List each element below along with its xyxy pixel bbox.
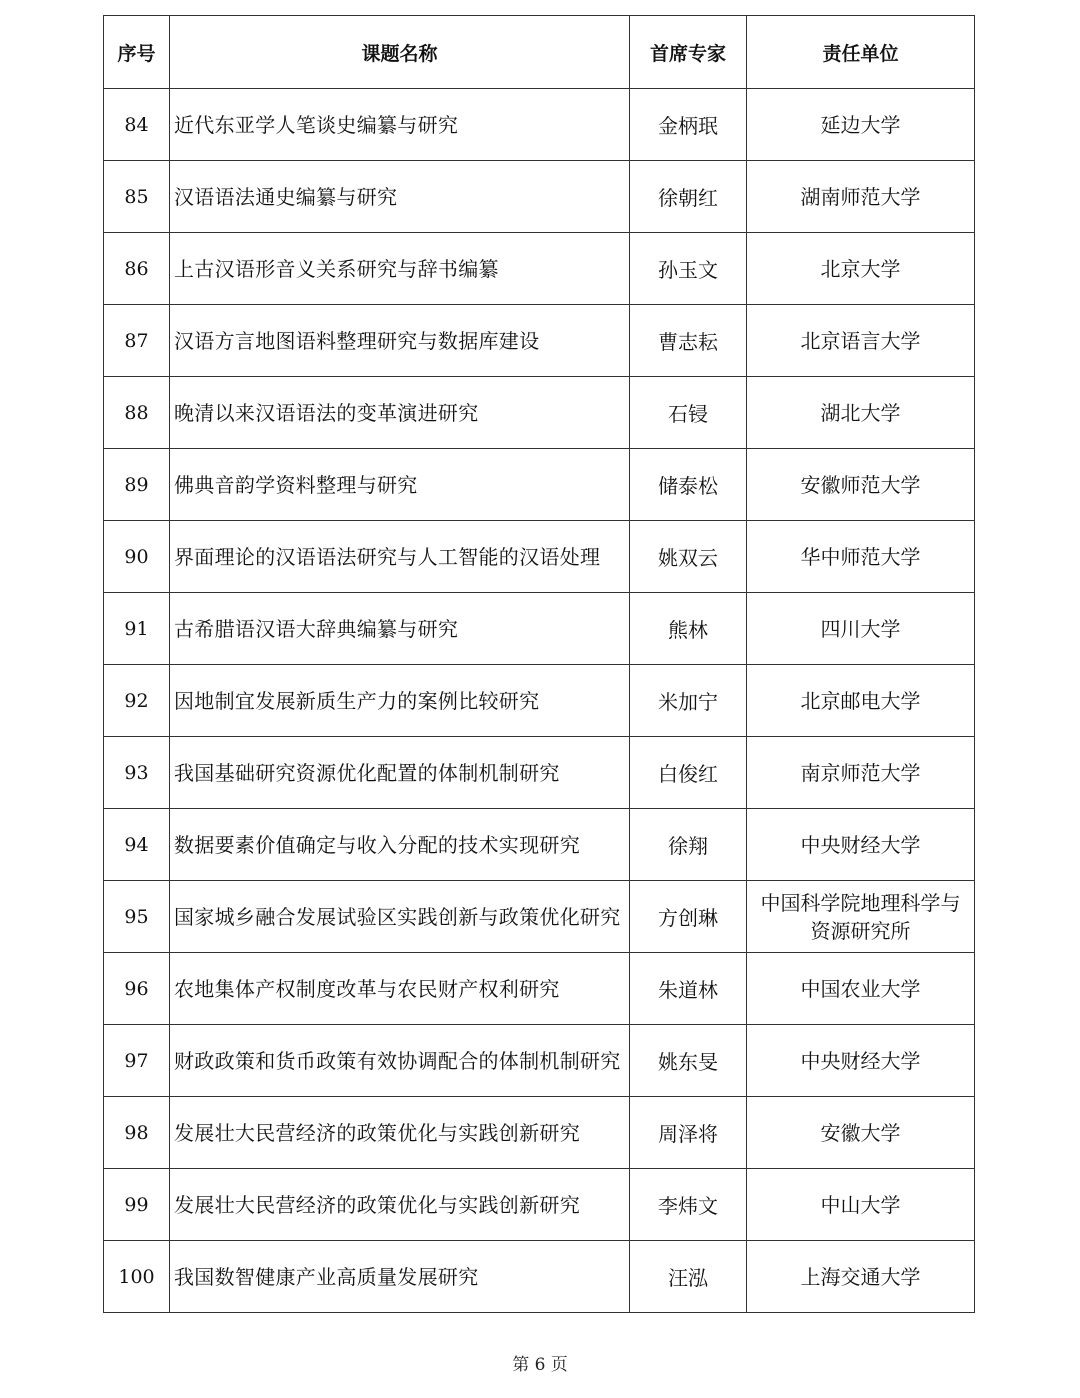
row-no: 95 — [104, 881, 170, 953]
row-unit: 安徽大学 — [747, 1097, 975, 1169]
row-title: 汉语方言地图语料整理研究与数据库建设 — [170, 305, 630, 377]
table-row — [104, 233, 975, 305]
row-title: 晚清以来汉语语法的变革演进研究 — [170, 377, 630, 449]
row-no: 92 — [104, 665, 170, 737]
row-no: 97 — [104, 1025, 170, 1097]
row-no: 91 — [104, 593, 170, 665]
row-title: 财政政策和货币政策有效协调配合的体制机制研究 — [170, 1025, 630, 1097]
row-title: 上古汉语形音义关系研究与辞书编纂 — [170, 233, 630, 305]
row-expert: 白俊红 — [630, 737, 747, 809]
header-expert: 首席专家 — [630, 16, 747, 89]
row-expert: 孙玉文 — [630, 233, 747, 305]
row-expert: 姚双云 — [630, 521, 747, 593]
row-no: 87 — [104, 305, 170, 377]
row-unit: 中国科学院地理科学与资源研究所 — [747, 881, 975, 953]
row-expert: 储泰松 — [630, 449, 747, 521]
row-title: 古希腊语汉语大辞典编纂与研究 — [170, 593, 630, 665]
row-expert: 金柄珉 — [630, 89, 747, 161]
row-no: 93 — [104, 737, 170, 809]
row-title: 佛典音韵学资料整理与研究 — [170, 449, 630, 521]
table-row — [104, 1025, 975, 1097]
row-unit: 北京邮电大学 — [747, 665, 975, 737]
row-expert: 朱道林 — [630, 953, 747, 1025]
project-table — [103, 15, 975, 1313]
row-unit: 中央财经大学 — [747, 809, 975, 881]
row-unit: 北京大学 — [747, 233, 975, 305]
row-unit: 湖北大学 — [747, 377, 975, 449]
row-expert: 熊林 — [630, 593, 747, 665]
row-title: 汉语语法通史编纂与研究 — [170, 161, 630, 233]
row-expert: 石锓 — [630, 377, 747, 449]
row-unit: 北京语言大学 — [747, 305, 975, 377]
row-title: 近代东亚学人笔谈史编纂与研究 — [170, 89, 630, 161]
row-no: 100 — [104, 1241, 170, 1313]
table-row — [104, 809, 975, 881]
row-expert: 徐朝红 — [630, 161, 747, 233]
table-row — [104, 449, 975, 521]
table-row — [104, 881, 975, 953]
table-row — [104, 521, 975, 593]
header-unit: 责任单位 — [747, 16, 975, 89]
row-title: 我国基础研究资源优化配置的体制机制研究 — [170, 737, 630, 809]
header-no: 序号 — [104, 16, 170, 89]
row-title: 发展壮大民营经济的政策优化与实践创新研究 — [170, 1169, 630, 1241]
table-row — [104, 953, 975, 1025]
row-no: 85 — [104, 161, 170, 233]
row-expert: 徐翔 — [630, 809, 747, 881]
row-unit: 中国农业大学 — [747, 953, 975, 1025]
row-expert: 方创琳 — [630, 881, 747, 953]
row-expert: 姚东旻 — [630, 1025, 747, 1097]
row-title: 界面理论的汉语语法研究与人工智能的汉语处理 — [170, 521, 630, 593]
row-title: 数据要素价值确定与收入分配的技术实现研究 — [170, 809, 630, 881]
row-unit: 华中师范大学 — [747, 521, 975, 593]
row-no: 96 — [104, 953, 170, 1025]
row-no: 94 — [104, 809, 170, 881]
row-no: 84 — [104, 89, 170, 161]
table-row — [104, 305, 975, 377]
row-title: 农地集体产权制度改革与农民财产权利研究 — [170, 953, 630, 1025]
row-expert: 曹志耘 — [630, 305, 747, 377]
table-row — [104, 377, 975, 449]
row-unit: 南京师范大学 — [747, 737, 975, 809]
row-title: 国家城乡融合发展试验区实践创新与政策优化研究 — [170, 881, 630, 953]
page-number: 第 6 页 — [512, 1355, 568, 1375]
table-row — [104, 89, 975, 161]
row-expert: 李炜文 — [630, 1169, 747, 1241]
table-row — [104, 665, 975, 737]
row-expert: 米加宁 — [630, 665, 747, 737]
row-no: 88 — [104, 377, 170, 449]
table-row — [104, 1097, 975, 1169]
header-title: 课题名称 — [170, 16, 630, 89]
table-row — [104, 593, 975, 665]
row-expert: 周泽将 — [630, 1097, 747, 1169]
row-unit: 中央财经大学 — [747, 1025, 975, 1097]
row-unit: 四川大学 — [747, 593, 975, 665]
row-unit: 中山大学 — [747, 1169, 975, 1241]
row-no: 99 — [104, 1169, 170, 1241]
table-row — [104, 1169, 975, 1241]
row-expert: 汪泓 — [630, 1241, 747, 1313]
table-row — [104, 1241, 975, 1313]
row-title: 我国数智健康产业高质量发展研究 — [170, 1241, 630, 1313]
table-row — [104, 161, 975, 233]
table-body — [104, 89, 975, 1313]
row-no: 90 — [104, 521, 170, 593]
row-unit: 湖南师范大学 — [747, 161, 975, 233]
row-no: 86 — [104, 233, 170, 305]
row-no: 98 — [104, 1097, 170, 1169]
table-row — [104, 737, 975, 809]
row-unit: 延边大学 — [747, 89, 975, 161]
table-header-row — [104, 16, 975, 89]
row-unit: 上海交通大学 — [747, 1241, 975, 1313]
row-no: 89 — [104, 449, 170, 521]
row-title: 发展壮大民营经济的政策优化与实践创新研究 — [170, 1097, 630, 1169]
row-unit: 安徽师范大学 — [747, 449, 975, 521]
row-title: 因地制宜发展新质生产力的案例比较研究 — [170, 665, 630, 737]
